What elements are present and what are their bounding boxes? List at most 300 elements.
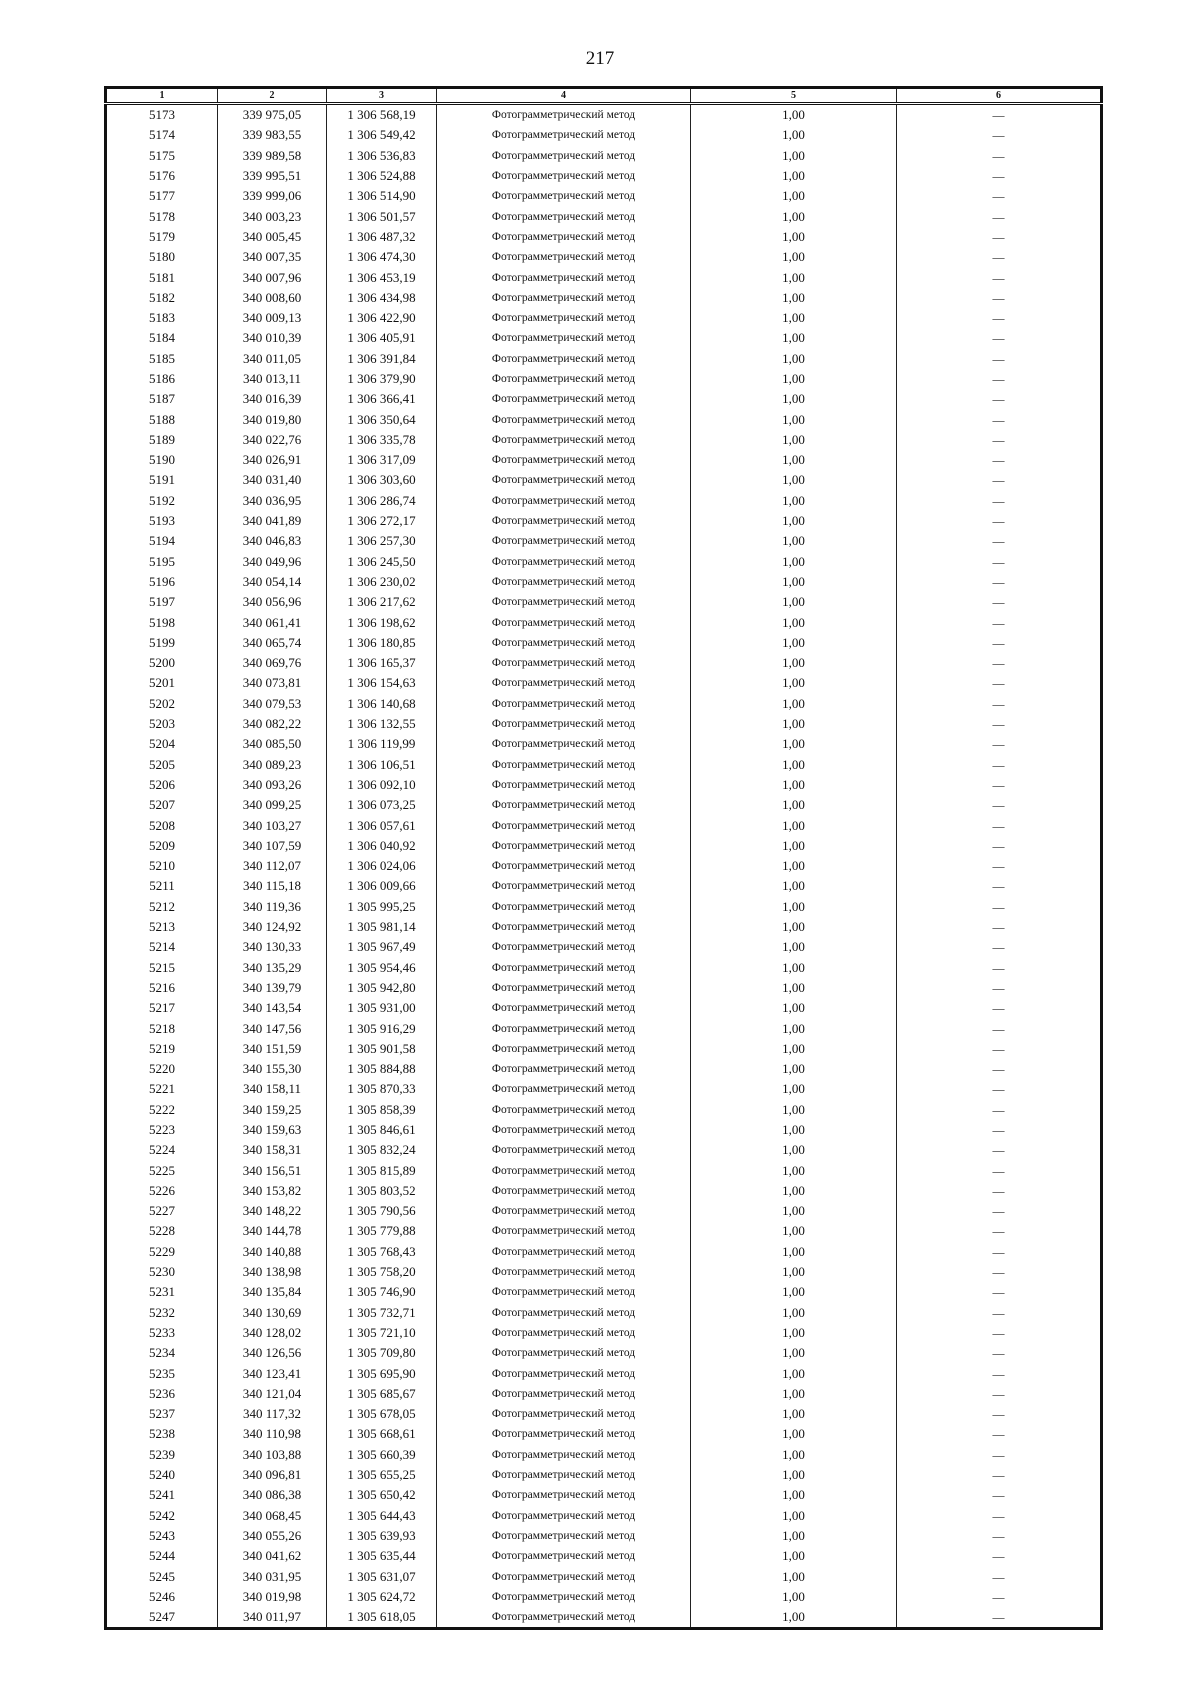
method-cell: Фотограмметрический метод bbox=[437, 572, 691, 592]
point-number-cell: 5227 bbox=[106, 1201, 218, 1221]
y-coordinate-cell: 1 306 140,68 bbox=[327, 694, 437, 714]
x-coordinate-cell: 340 041,89 bbox=[218, 511, 327, 531]
description-cell: — bbox=[897, 633, 1102, 653]
method-cell: Фотограмметрический метод bbox=[437, 1039, 691, 1059]
accuracy-cell: 1,00 bbox=[691, 978, 897, 998]
table-row bbox=[106, 450, 1102, 470]
x-coordinate-cell: 340 112,07 bbox=[218, 856, 327, 876]
table-row bbox=[106, 491, 1102, 511]
y-coordinate-cell: 1 305 635,44 bbox=[327, 1546, 437, 1566]
method-cell: Фотограмметрический метод bbox=[437, 1079, 691, 1099]
y-coordinate-cell: 1 306 272,17 bbox=[327, 511, 437, 531]
point-number-cell: 5213 bbox=[106, 917, 218, 937]
x-coordinate-cell: 340 079,53 bbox=[218, 694, 327, 714]
description-cell: — bbox=[897, 389, 1102, 409]
x-coordinate-cell: 340 068,45 bbox=[218, 1505, 327, 1525]
y-coordinate-cell: 1 305 832,24 bbox=[327, 1140, 437, 1160]
y-coordinate-cell: 1 306 245,50 bbox=[327, 552, 437, 572]
method-cell: Фотограмметрический метод bbox=[437, 328, 691, 348]
description-cell: — bbox=[897, 1587, 1102, 1607]
point-number-cell: 5194 bbox=[106, 531, 218, 551]
description-cell: — bbox=[897, 592, 1102, 612]
point-number-cell: 5205 bbox=[106, 755, 218, 775]
x-coordinate-cell: 340 103,88 bbox=[218, 1445, 327, 1465]
description-cell: — bbox=[897, 186, 1102, 206]
x-coordinate-cell: 340 151,59 bbox=[218, 1039, 327, 1059]
table-row bbox=[106, 1465, 1102, 1485]
accuracy-cell: 1,00 bbox=[691, 491, 897, 511]
method-cell: Фотограмметрический метод bbox=[437, 1059, 691, 1079]
y-coordinate-cell: 1 305 668,61 bbox=[327, 1424, 437, 1444]
point-number-cell: 5186 bbox=[106, 369, 218, 389]
point-number-cell: 5228 bbox=[106, 1221, 218, 1241]
y-coordinate-cell: 1 306 366,41 bbox=[327, 389, 437, 409]
table-row bbox=[106, 1160, 1102, 1180]
y-coordinate-cell: 1 305 954,46 bbox=[327, 957, 437, 977]
point-number-cell: 5220 bbox=[106, 1059, 218, 1079]
x-coordinate-cell: 340 086,38 bbox=[218, 1485, 327, 1505]
accuracy-cell: 1,00 bbox=[691, 755, 897, 775]
point-number-cell: 5182 bbox=[106, 288, 218, 308]
accuracy-cell: 1,00 bbox=[691, 552, 897, 572]
y-coordinate-cell: 1 306 434,98 bbox=[327, 288, 437, 308]
point-number-cell: 5214 bbox=[106, 937, 218, 957]
table-row bbox=[106, 1587, 1102, 1607]
description-cell: — bbox=[897, 1465, 1102, 1485]
description-cell: — bbox=[897, 1059, 1102, 1079]
method-cell: Фотограмметрический метод bbox=[437, 937, 691, 957]
description-cell: — bbox=[897, 1323, 1102, 1343]
point-number-cell: 5235 bbox=[106, 1363, 218, 1383]
table-row bbox=[106, 1384, 1102, 1404]
x-coordinate-cell: 340 010,39 bbox=[218, 328, 327, 348]
table-row bbox=[106, 552, 1102, 572]
method-cell: Фотограмметрический метод bbox=[437, 673, 691, 693]
x-coordinate-cell: 340 073,81 bbox=[218, 673, 327, 693]
description-cell: — bbox=[897, 125, 1102, 145]
x-coordinate-cell: 340 123,41 bbox=[218, 1363, 327, 1383]
method-cell: Фотограмметрический метод bbox=[437, 531, 691, 551]
table-row bbox=[106, 917, 1102, 937]
y-coordinate-cell: 1 305 709,80 bbox=[327, 1343, 437, 1363]
accuracy-cell: 1,00 bbox=[691, 369, 897, 389]
point-number-cell: 5221 bbox=[106, 1079, 218, 1099]
point-number-cell: 5208 bbox=[106, 815, 218, 835]
method-cell: Фотограмметрический метод bbox=[437, 592, 691, 612]
point-number-cell: 5217 bbox=[106, 998, 218, 1018]
table-row bbox=[106, 1039, 1102, 1059]
x-coordinate-cell: 340 008,60 bbox=[218, 288, 327, 308]
description-cell: — bbox=[897, 1100, 1102, 1120]
description-cell: — bbox=[897, 734, 1102, 754]
accuracy-cell: 1,00 bbox=[691, 349, 897, 369]
x-coordinate-cell: 340 144,78 bbox=[218, 1221, 327, 1241]
method-cell: Фотограмметрический метод bbox=[437, 1120, 691, 1140]
method-cell: Фотограмметрический метод bbox=[437, 1505, 691, 1525]
description-cell: — bbox=[897, 856, 1102, 876]
point-number-cell: 5190 bbox=[106, 450, 218, 470]
description-cell: — bbox=[897, 511, 1102, 531]
accuracy-cell: 1,00 bbox=[691, 1160, 897, 1180]
accuracy-cell: 1,00 bbox=[691, 856, 897, 876]
description-cell: — bbox=[897, 957, 1102, 977]
table-row bbox=[106, 1485, 1102, 1505]
coordinates-table bbox=[104, 86, 1103, 1630]
method-cell: Фотограмметрический метод bbox=[437, 247, 691, 267]
y-coordinate-cell: 1 306 092,10 bbox=[327, 775, 437, 795]
y-coordinate-cell: 1 305 650,42 bbox=[327, 1485, 437, 1505]
accuracy-cell: 1,00 bbox=[691, 1363, 897, 1383]
method-cell: Фотограмметрический метод bbox=[437, 795, 691, 815]
description-cell: — bbox=[897, 1485, 1102, 1505]
method-cell: Фотограмметрический метод bbox=[437, 714, 691, 734]
table-row bbox=[106, 227, 1102, 247]
x-coordinate-cell: 340 089,23 bbox=[218, 755, 327, 775]
method-cell: Фотограмметрический метод bbox=[437, 978, 691, 998]
y-coordinate-cell: 1 305 732,71 bbox=[327, 1303, 437, 1323]
accuracy-cell: 1,00 bbox=[691, 430, 897, 450]
point-number-cell: 5202 bbox=[106, 694, 218, 714]
table-row bbox=[106, 592, 1102, 612]
description-cell: — bbox=[897, 227, 1102, 247]
description-cell: — bbox=[897, 897, 1102, 917]
y-coordinate-cell: 1 306 317,09 bbox=[327, 450, 437, 470]
table-row bbox=[106, 1079, 1102, 1099]
column-header: 1 bbox=[106, 88, 218, 104]
table-row bbox=[106, 653, 1102, 673]
description-cell: — bbox=[897, 653, 1102, 673]
y-coordinate-cell: 1 306 568,19 bbox=[327, 104, 437, 126]
table-row bbox=[106, 1140, 1102, 1160]
table-row bbox=[106, 1059, 1102, 1079]
method-cell: Фотограмметрический метод bbox=[437, 146, 691, 166]
description-cell: — bbox=[897, 1282, 1102, 1302]
method-cell: Фотограмметрический метод bbox=[437, 1363, 691, 1383]
accuracy-cell: 1,00 bbox=[691, 1039, 897, 1059]
x-coordinate-cell: 340 135,84 bbox=[218, 1282, 327, 1302]
point-number-cell: 5245 bbox=[106, 1566, 218, 1586]
description-cell: — bbox=[897, 1404, 1102, 1424]
method-cell: Фотограмметрический метод bbox=[437, 734, 691, 754]
table-row bbox=[106, 957, 1102, 977]
x-coordinate-cell: 340 148,22 bbox=[218, 1201, 327, 1221]
accuracy-cell: 1,00 bbox=[691, 1262, 897, 1282]
point-number-cell: 5247 bbox=[106, 1607, 218, 1629]
point-number-cell: 5222 bbox=[106, 1100, 218, 1120]
accuracy-cell: 1,00 bbox=[691, 612, 897, 632]
table-row bbox=[106, 430, 1102, 450]
x-coordinate-cell: 340 026,91 bbox=[218, 450, 327, 470]
accuracy-cell: 1,00 bbox=[691, 815, 897, 835]
point-number-cell: 5206 bbox=[106, 775, 218, 795]
point-number-cell: 5200 bbox=[106, 653, 218, 673]
point-number-cell: 5204 bbox=[106, 734, 218, 754]
description-cell: — bbox=[897, 267, 1102, 287]
method-cell: Фотограмметрический метод bbox=[437, 349, 691, 369]
table-row bbox=[106, 633, 1102, 653]
accuracy-cell: 1,00 bbox=[691, 998, 897, 1018]
table-header-row bbox=[106, 88, 1102, 104]
table-row bbox=[106, 755, 1102, 775]
x-coordinate-cell: 340 121,04 bbox=[218, 1384, 327, 1404]
description-cell: — bbox=[897, 308, 1102, 328]
point-number-cell: 5188 bbox=[106, 409, 218, 429]
table-row bbox=[106, 876, 1102, 896]
description-cell: — bbox=[897, 836, 1102, 856]
description-cell: — bbox=[897, 755, 1102, 775]
y-coordinate-cell: 1 305 768,43 bbox=[327, 1242, 437, 1262]
method-cell: Фотограмметрический метод bbox=[437, 1181, 691, 1201]
y-coordinate-cell: 1 306 057,61 bbox=[327, 815, 437, 835]
description-cell: — bbox=[897, 328, 1102, 348]
accuracy-cell: 1,00 bbox=[691, 1059, 897, 1079]
y-coordinate-cell: 1 305 746,90 bbox=[327, 1282, 437, 1302]
table-row bbox=[106, 897, 1102, 917]
method-cell: Фотограмметрический метод bbox=[437, 755, 691, 775]
method-cell: Фотограмметрический метод bbox=[437, 856, 691, 876]
x-coordinate-cell: 340 130,33 bbox=[218, 937, 327, 957]
method-cell: Фотограмметрический метод bbox=[437, 389, 691, 409]
y-coordinate-cell: 1 306 514,90 bbox=[327, 186, 437, 206]
y-coordinate-cell: 1 306 257,30 bbox=[327, 531, 437, 551]
accuracy-cell: 1,00 bbox=[691, 1303, 897, 1323]
x-coordinate-cell: 340 049,96 bbox=[218, 552, 327, 572]
x-coordinate-cell: 340 019,98 bbox=[218, 1587, 327, 1607]
table-row bbox=[106, 125, 1102, 145]
y-coordinate-cell: 1 305 660,39 bbox=[327, 1445, 437, 1465]
point-number-cell: 5210 bbox=[106, 856, 218, 876]
description-cell: — bbox=[897, 1607, 1102, 1629]
table-row bbox=[106, 1221, 1102, 1241]
table-row bbox=[106, 1404, 1102, 1424]
accuracy-cell: 1,00 bbox=[691, 1120, 897, 1140]
column-header: 2 bbox=[218, 88, 327, 104]
x-coordinate-cell: 340 158,31 bbox=[218, 1140, 327, 1160]
x-coordinate-cell: 340 156,51 bbox=[218, 1160, 327, 1180]
y-coordinate-cell: 1 305 790,56 bbox=[327, 1201, 437, 1221]
x-coordinate-cell: 340 031,40 bbox=[218, 470, 327, 490]
accuracy-cell: 1,00 bbox=[691, 125, 897, 145]
y-coordinate-cell: 1 306 040,92 bbox=[327, 836, 437, 856]
y-coordinate-cell: 1 306 286,74 bbox=[327, 491, 437, 511]
description-cell: — bbox=[897, 1445, 1102, 1465]
description-cell: — bbox=[897, 206, 1102, 226]
description-cell: — bbox=[897, 795, 1102, 815]
x-coordinate-cell: 340 055,26 bbox=[218, 1526, 327, 1546]
table-row bbox=[106, 694, 1102, 714]
description-cell: — bbox=[897, 470, 1102, 490]
description-cell: — bbox=[897, 1079, 1102, 1099]
accuracy-cell: 1,00 bbox=[691, 673, 897, 693]
x-coordinate-cell: 340 119,36 bbox=[218, 897, 327, 917]
point-number-cell: 5231 bbox=[106, 1282, 218, 1302]
table-row bbox=[106, 247, 1102, 267]
accuracy-cell: 1,00 bbox=[691, 389, 897, 409]
table-row bbox=[106, 511, 1102, 531]
y-coordinate-cell: 1 305 695,90 bbox=[327, 1363, 437, 1383]
x-coordinate-cell: 340 110,98 bbox=[218, 1424, 327, 1444]
y-coordinate-cell: 1 306 549,42 bbox=[327, 125, 437, 145]
description-cell: — bbox=[897, 694, 1102, 714]
description-cell: — bbox=[897, 1262, 1102, 1282]
description-cell: — bbox=[897, 104, 1102, 126]
method-cell: Фотограмметрический метод bbox=[437, 369, 691, 389]
y-coordinate-cell: 1 305 858,39 bbox=[327, 1100, 437, 1120]
description-cell: — bbox=[897, 775, 1102, 795]
y-coordinate-cell: 1 306 009,66 bbox=[327, 876, 437, 896]
accuracy-cell: 1,00 bbox=[691, 1424, 897, 1444]
y-coordinate-cell: 1 306 350,64 bbox=[327, 409, 437, 429]
point-number-cell: 5233 bbox=[106, 1323, 218, 1343]
description-cell: — bbox=[897, 531, 1102, 551]
point-number-cell: 5183 bbox=[106, 308, 218, 328]
description-cell: — bbox=[897, 1303, 1102, 1323]
table-row bbox=[106, 1424, 1102, 1444]
x-coordinate-cell: 340 007,35 bbox=[218, 247, 327, 267]
method-cell: Фотограмметрический метод bbox=[437, 1303, 691, 1323]
method-cell: Фотограмметрический метод bbox=[437, 876, 691, 896]
table-row bbox=[106, 978, 1102, 998]
point-number-cell: 5178 bbox=[106, 206, 218, 226]
accuracy-cell: 1,00 bbox=[691, 917, 897, 937]
table-row bbox=[106, 1526, 1102, 1546]
point-number-cell: 5203 bbox=[106, 714, 218, 734]
x-coordinate-cell: 340 143,54 bbox=[218, 998, 327, 1018]
y-coordinate-cell: 1 306 524,88 bbox=[327, 166, 437, 186]
table-row bbox=[106, 1607, 1102, 1629]
description-cell: — bbox=[897, 450, 1102, 470]
y-coordinate-cell: 1 306 073,25 bbox=[327, 795, 437, 815]
accuracy-cell: 1,00 bbox=[691, 714, 897, 734]
method-cell: Фотограмметрический метод bbox=[437, 1465, 691, 1485]
y-coordinate-cell: 1 305 884,88 bbox=[327, 1059, 437, 1079]
x-coordinate-cell: 340 147,56 bbox=[218, 1018, 327, 1038]
x-coordinate-cell: 340 155,30 bbox=[218, 1059, 327, 1079]
accuracy-cell: 1,00 bbox=[691, 328, 897, 348]
accuracy-cell: 1,00 bbox=[691, 1465, 897, 1485]
description-cell: — bbox=[897, 166, 1102, 186]
description-cell: — bbox=[897, 1363, 1102, 1383]
table-row bbox=[106, 856, 1102, 876]
x-coordinate-cell: 340 065,74 bbox=[218, 633, 327, 653]
table-row bbox=[106, 206, 1102, 226]
y-coordinate-cell: 1 306 536,83 bbox=[327, 146, 437, 166]
table-row bbox=[106, 572, 1102, 592]
accuracy-cell: 1,00 bbox=[691, 1181, 897, 1201]
accuracy-cell: 1,00 bbox=[691, 1384, 897, 1404]
x-coordinate-cell: 340 130,69 bbox=[218, 1303, 327, 1323]
x-coordinate-cell: 339 975,05 bbox=[218, 104, 327, 126]
x-coordinate-cell: 340 135,29 bbox=[218, 957, 327, 977]
description-cell: — bbox=[897, 937, 1102, 957]
point-number-cell: 5234 bbox=[106, 1343, 218, 1363]
point-number-cell: 5229 bbox=[106, 1242, 218, 1262]
accuracy-cell: 1,00 bbox=[691, 1221, 897, 1241]
description-cell: — bbox=[897, 1181, 1102, 1201]
point-number-cell: 5216 bbox=[106, 978, 218, 998]
point-number-cell: 5241 bbox=[106, 1485, 218, 1505]
table-row bbox=[106, 389, 1102, 409]
method-cell: Фотограмметрический метод bbox=[437, 815, 691, 835]
y-coordinate-cell: 1 305 916,29 bbox=[327, 1018, 437, 1038]
x-coordinate-cell: 340 069,76 bbox=[218, 653, 327, 673]
y-coordinate-cell: 1 305 624,72 bbox=[327, 1587, 437, 1607]
accuracy-cell: 1,00 bbox=[691, 1445, 897, 1465]
x-coordinate-cell: 340 159,63 bbox=[218, 1120, 327, 1140]
method-cell: Фотограмметрический метод bbox=[437, 1404, 691, 1424]
description-cell: — bbox=[897, 552, 1102, 572]
table-row bbox=[106, 1303, 1102, 1323]
description-cell: — bbox=[897, 1201, 1102, 1221]
table-row bbox=[106, 1363, 1102, 1383]
y-coordinate-cell: 1 305 685,67 bbox=[327, 1384, 437, 1404]
description-cell: — bbox=[897, 998, 1102, 1018]
method-cell: Фотограмметрический метод bbox=[437, 1566, 691, 1586]
method-cell: Фотограмметрический метод bbox=[437, 288, 691, 308]
y-coordinate-cell: 1 306 217,62 bbox=[327, 592, 437, 612]
accuracy-cell: 1,00 bbox=[691, 937, 897, 957]
x-coordinate-cell: 339 983,55 bbox=[218, 125, 327, 145]
x-coordinate-cell: 340 115,18 bbox=[218, 876, 327, 896]
point-number-cell: 5173 bbox=[106, 104, 218, 126]
accuracy-cell: 1,00 bbox=[691, 836, 897, 856]
x-coordinate-cell: 340 117,32 bbox=[218, 1404, 327, 1424]
description-cell: — bbox=[897, 1526, 1102, 1546]
point-number-cell: 5243 bbox=[106, 1526, 218, 1546]
point-number-cell: 5189 bbox=[106, 430, 218, 450]
table-row bbox=[106, 288, 1102, 308]
description-cell: — bbox=[897, 247, 1102, 267]
table-row bbox=[106, 836, 1102, 856]
point-number-cell: 5191 bbox=[106, 470, 218, 490]
point-number-cell: 5244 bbox=[106, 1546, 218, 1566]
method-cell: Фотограмметрический метод bbox=[437, 1424, 691, 1444]
table-row bbox=[106, 1323, 1102, 1343]
page-number: 217 bbox=[585, 48, 615, 69]
accuracy-cell: 1,00 bbox=[691, 1404, 897, 1424]
x-coordinate-cell: 339 989,58 bbox=[218, 146, 327, 166]
point-number-cell: 5195 bbox=[106, 552, 218, 572]
description-cell: — bbox=[897, 1566, 1102, 1586]
x-coordinate-cell: 340 159,25 bbox=[218, 1100, 327, 1120]
accuracy-cell: 1,00 bbox=[691, 1546, 897, 1566]
description-cell: — bbox=[897, 1039, 1102, 1059]
method-cell: Фотограмметрический метод bbox=[437, 552, 691, 572]
table-row bbox=[106, 998, 1102, 1018]
description-cell: — bbox=[897, 1424, 1102, 1444]
accuracy-cell: 1,00 bbox=[691, 592, 897, 612]
method-cell: Фотограмметрический метод bbox=[437, 633, 691, 653]
method-cell: Фотограмметрический метод bbox=[437, 308, 691, 328]
x-coordinate-cell: 340 003,23 bbox=[218, 206, 327, 226]
point-number-cell: 5181 bbox=[106, 267, 218, 287]
accuracy-cell: 1,00 bbox=[691, 572, 897, 592]
y-coordinate-cell: 1 306 379,90 bbox=[327, 369, 437, 389]
y-coordinate-cell: 1 306 132,55 bbox=[327, 714, 437, 734]
table-body bbox=[106, 104, 1102, 1629]
point-number-cell: 5232 bbox=[106, 1303, 218, 1323]
x-coordinate-cell: 340 011,97 bbox=[218, 1607, 327, 1629]
description-cell: — bbox=[897, 1546, 1102, 1566]
method-cell: Фотограмметрический метод bbox=[437, 917, 691, 937]
y-coordinate-cell: 1 306 198,62 bbox=[327, 612, 437, 632]
method-cell: Фотограмметрический метод bbox=[437, 206, 691, 226]
description-cell: — bbox=[897, 1140, 1102, 1160]
y-coordinate-cell: 1 306 303,60 bbox=[327, 470, 437, 490]
y-coordinate-cell: 1 306 230,02 bbox=[327, 572, 437, 592]
y-coordinate-cell: 1 306 405,91 bbox=[327, 328, 437, 348]
y-coordinate-cell: 1 305 655,25 bbox=[327, 1465, 437, 1485]
